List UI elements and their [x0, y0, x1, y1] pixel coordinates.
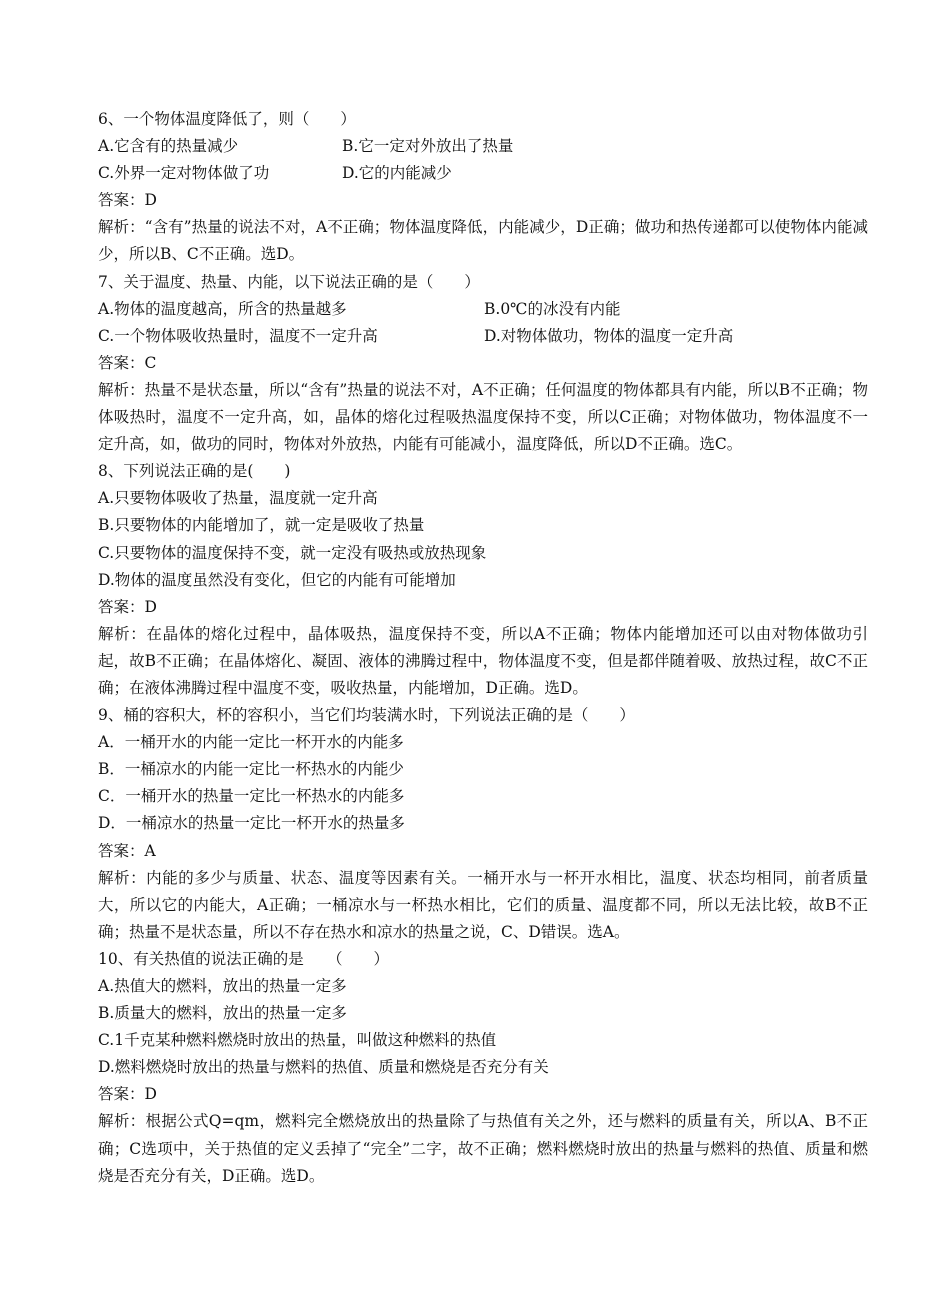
option-b: B.只要物体的内能增加了，就一定是吸收了热量	[98, 516, 425, 535]
question-6	[98, 106, 868, 269]
option-d: D.物体的温度虽然没有变化，但它的内能有可能增加	[98, 570, 456, 589]
option-a: A.物体的温度越高，所含的热量越多	[98, 299, 347, 318]
option-c: C.一个物体吸收热量时，温度不一定升高	[98, 326, 378, 345]
option-d: D.对物体做功，物体的温度一定升高	[484, 326, 734, 345]
question-stem: 6、一个物体温度降低了，则（ ）	[98, 110, 356, 128]
option-b: B.它一定对外放出了热量	[342, 137, 514, 156]
question-10	[98, 946, 868, 1190]
question-9	[98, 702, 868, 946]
option-c: C.外界一定对物体做了功	[98, 164, 270, 183]
question-stem: 8、下列说法正确的是( )	[98, 462, 291, 481]
option-d: D．一桶凉水的热量一定比一杯开水的热量多	[98, 814, 405, 833]
options-row	[98, 133, 868, 160]
analysis: 解析：热量不是状态量，所以“含有”热量的说法不对，A不正确；任何温度的物体都具有内能，所以B不正确；物体吸热时，温度不一定升高，如，晶体的熔化过程吸热温度保持不变，所以C正确；对物体做功，物体温度不一定升高，如，做功的同时，物体对外放热，内能有可能减小，温度降低，所以D不正确。选C。	[98, 380, 868, 454]
option-c: C.只要物体的温度保持不变，就一定没有吸热或放热现象	[98, 543, 487, 562]
option-c: C.1千克某种燃料燃烧时放出的热量，叫做这种燃料的热值	[98, 1031, 497, 1050]
option-a: A．一桶开水的内能一定比一杯开水的内能多	[98, 733, 404, 752]
options-row	[98, 160, 868, 187]
question-stem: 7、关于温度、热量、内能，以下说法正确的是（ ）	[98, 272, 480, 291]
answer: 答案：C	[98, 353, 157, 372]
document-page	[98, 106, 868, 1190]
analysis: 解析：在晶体的熔化过程中，晶体吸热，温度保持不变，所以A不正确；物体内能增加还可以由对物体做功引起，故B不正确；在晶体熔化、凝固、液体的沸腾过程中，物体温度不变，但是都伴随着吸、放热过程，故C不正确；在液体沸腾过程中温度不变，吸收热量，内能增加，D正确。选D。	[98, 624, 868, 697]
options-row	[98, 296, 868, 323]
analysis: 解析：根据公式Q=qm，燃料完全燃烧放出的热量除了与热值有关之外，还与燃料的质量有关，所以A、B不正确；C选项中，关于热值的定义丢掉了“完全”二字，故不正确；燃料燃烧时放出的热量与燃料的热值、质量和燃烧是否充分有关，D正确。选D。	[98, 1112, 868, 1185]
option-a: A.热值大的燃料，放出的热量一定多	[98, 977, 347, 995]
options-row	[98, 323, 868, 350]
answer: 答案：D	[98, 1085, 157, 1104]
question-stem: 10、有关热值的说法正确的是 （ ）	[98, 949, 389, 968]
option-b: B．一桶凉水的内能一定比一杯热水的内能少	[98, 760, 404, 779]
answer: 答案：D	[98, 191, 157, 210]
analysis: 解析：“含有”热量的说法不对，A不正确；物体温度降低，内能减少，D正确；做功和热传递都可以使物体内能减少，所以B、C不正确。选D。	[98, 218, 868, 264]
answer: 答案：D	[98, 597, 157, 616]
analysis: 解析：内能的多少与质量、状态、温度等因素有关。一桶开水与一杯开水相比，温度、状态均相同，前者质量大，所以它的内能大，A正确；一桶凉水与一杯热水相比，它们的质量、温度都不同，所以无法比较，故B不正确；热量不是状态量，所以不存在热水和凉水的热量之说，C、D错误。选A。	[98, 868, 868, 941]
answer: 答案：A	[98, 841, 156, 860]
option-d: D.它的内能减少	[342, 164, 452, 183]
option-b: B.0℃的冰没有内能	[484, 299, 621, 318]
option-b: B.质量大的燃料，放出的热量一定多	[98, 1004, 347, 1023]
question-stem: 9、桶的容积大，杯的容积小，当它们均装满水时，下列说法正确的是（ ）	[98, 706, 635, 725]
option-a: A.只要物体吸收了热量，温度就一定升高	[98, 489, 378, 508]
question-7	[98, 269, 868, 459]
question-8	[98, 458, 868, 702]
option-c: C．一桶开水的热量一定比一杯热水的内能多	[98, 787, 405, 806]
option-d: D.燃料燃烧时放出的热量与燃料的热值、质量和燃烧是否充分有关	[98, 1058, 549, 1077]
option-a: A.它含有的热量减少	[98, 137, 239, 156]
